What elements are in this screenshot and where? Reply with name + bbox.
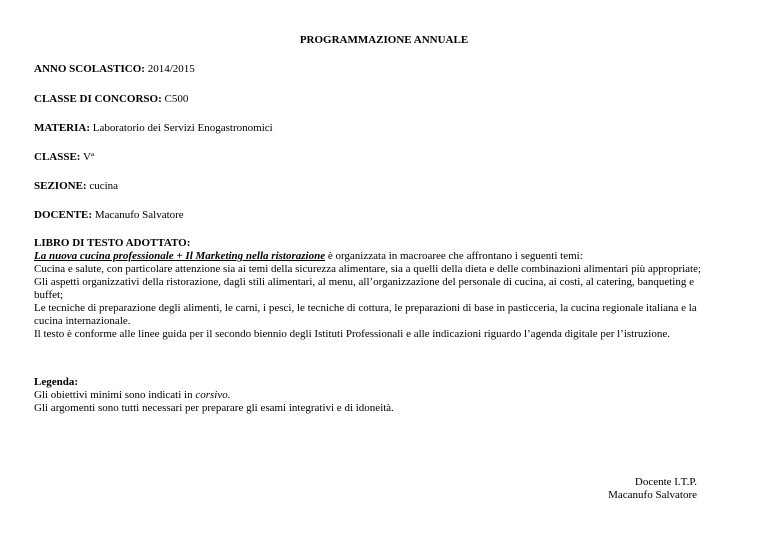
textbook-intro-rest: è organizzata in macroaree che affrontano i seguenti temi: <box>325 250 583 262</box>
legend-section <box>34 376 704 415</box>
field-docente <box>34 209 184 222</box>
textbook-theme: Gli aspetti organizzativi della ristorazione, dagli stili alimentari, al menu, all’organizzazione del personale di cucina, ai costi, al catering, banqueting e buffet; <box>34 276 694 301</box>
textbook-intro <box>34 250 704 263</box>
signature-block <box>608 476 697 502</box>
field-value: 2014/2015 <box>147 63 195 75</box>
field-value: cucina <box>89 180 119 192</box>
textbook-section <box>34 237 704 341</box>
field-value: Vª <box>83 151 95 163</box>
legend-heading: Legenda: <box>34 376 78 388</box>
textbook-conformity: Il testo è conforme alle linee guida per il secondo biennio degli Istituti Professionali e alle indicazioni riguardo l’agenda digitale per l’istruzione. <box>34 328 670 340</box>
textbook-theme: Cucina e salute, con particolare attenzione sia ai temi della sicurezza alimentare, sia a quelli della dieta e delle combinazioni alimentari più appropriate; <box>34 263 702 275</box>
field-anno-scolastico <box>34 63 195 76</box>
field-label: ANNO SCOLASTICO: <box>34 63 145 75</box>
field-sezione <box>34 180 118 193</box>
legend-line-objectives <box>34 389 704 402</box>
legend-italic-word: corsivo. <box>195 389 231 401</box>
field-classe-di-concorso <box>34 93 188 106</box>
field-label: CLASSE DI CONCORSO: <box>34 93 162 105</box>
field-value: Laboratorio dei Servizi Enogastronomici <box>92 122 273 134</box>
field-classe <box>34 151 94 164</box>
textbook-theme: Le tecniche di preparazione degli alimenti, le carni, i pesci, le tecniche di cottura, le preparazioni di base in pasticceria, la cucina regionale italiana e la cucina internazionale. <box>34 302 697 327</box>
legend-line-arguments: Gli argomenti sono tutti necessari per preparare gli esami integrativi e di idoneità. <box>34 402 394 414</box>
textbook-heading: LIBRO DI TESTO ADOTTATO: <box>34 237 191 249</box>
field-label: DOCENTE: <box>34 209 93 221</box>
textbook-title: La nuova cucina professionale + Il Marketing nella ristorazione <box>34 250 326 262</box>
legend-line-prefix: Gli obiettivi minimi sono indicati in <box>34 389 196 401</box>
field-label: CLASSE: <box>34 151 81 163</box>
document-title: PROGRAMMAZIONE ANNUALE <box>299 34 469 46</box>
field-value: Macanufo Salvatore <box>94 209 184 221</box>
field-value: C500 <box>164 93 189 105</box>
field-materia <box>34 122 273 135</box>
field-label: SEZIONE: <box>34 180 87 192</box>
field-label: MATERIA: <box>34 122 91 134</box>
signature-name: Macanufo Salvatore <box>608 489 697 501</box>
signature-role: Docente I.T.P. <box>634 476 697 488</box>
